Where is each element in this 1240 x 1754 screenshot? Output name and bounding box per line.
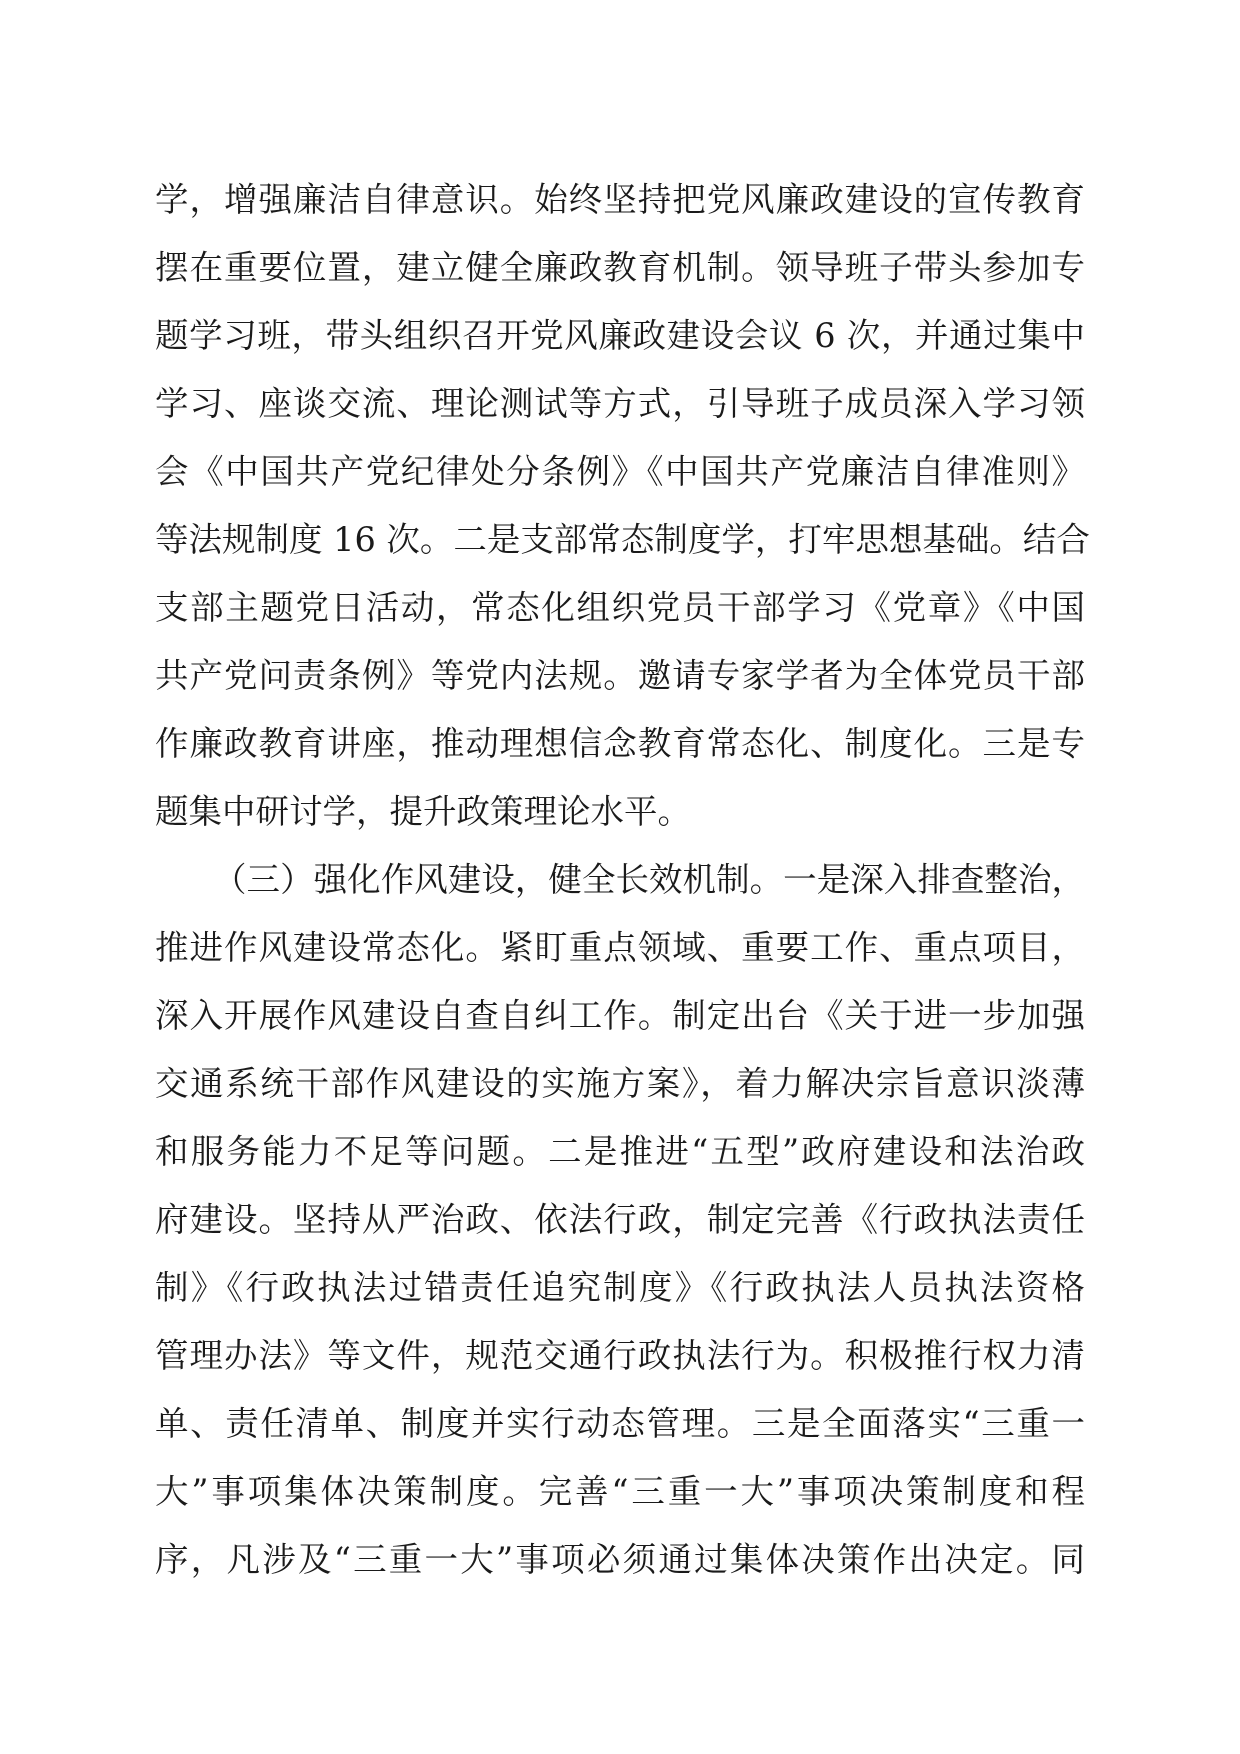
text-line: 支部主题党日活动，常态化组织党员干部学习《党章》《中国 <box>155 588 1085 627</box>
section-heading-line: （三）强化作风建设，健全长效机制。一是深入排查整治， <box>213 860 1085 899</box>
text-line: 府建设。坚持从严治政、依法行政，制定完善《行政执法责任 <box>155 1200 1085 1239</box>
text-line: 深入开展作风建设自查自纠工作。制定出台《关于进一步加强 <box>155 996 1085 1035</box>
text-line: 交通系统干部作风建设的实施方案》，着力解决宗旨意识淡薄 <box>155 1064 1085 1103</box>
text-line: 学，增强廉洁自律意识。始终坚持把党风廉政建设的宣传教育 <box>155 180 1085 219</box>
text-line: 和服务能力不足等问题。二是推进“五型”政府建设和法治政 <box>155 1132 1085 1171</box>
text-line: 推进作风建设常态化。紧盯重点领域、重要工作、重点项目， <box>155 928 1085 967</box>
text-line: 作廉政教育讲座，推动理想信念教育常态化、制度化。三是专 <box>155 724 1085 763</box>
text-line: 题学习班，带头组织召开党风廉政建设会议 6 次，并通过集中 <box>155 316 1085 355</box>
text-line: 摆在重要位置，建立健全廉政教育机制。领导班子带头参加专 <box>155 248 1085 287</box>
text-line: 等法规制度 16 次。二是支部常态制度学，打牢思想基础。结合 <box>155 520 1090 559</box>
body-text <box>155 166 1090 1594</box>
text-line: 共产党问责条例》等党内法规。邀请专家学者为全体党员干部 <box>155 656 1085 695</box>
paragraph-end-line: 题集中研讨学，提升政策理论水平。 <box>155 792 691 831</box>
text-line: 大”事项集体决策制度。完善“三重一大”事项决策制度和程 <box>155 1472 1085 1511</box>
text-line: 序，凡涉及“三重一大”事项必须通过集体决策作出决定。同 <box>155 1540 1085 1579</box>
text-line: 管理办法》等文件，规范交通行政执法行为。积极推行权力清 <box>155 1336 1085 1375</box>
text-line: 学习、座谈交流、理论测试等方式，引导班子成员深入学习领 <box>155 384 1085 423</box>
text-line: 制》《行政执法过错责任追究制度》《行政执法人员执法资格 <box>155 1268 1085 1307</box>
text-line: 会《中国共产党纪律处分条例》《中国共产党廉洁自律准则》 <box>155 452 1085 491</box>
text-line: 单、责任清单、制度并实行动态管理。三是全面落实“三重一 <box>155 1404 1085 1443</box>
